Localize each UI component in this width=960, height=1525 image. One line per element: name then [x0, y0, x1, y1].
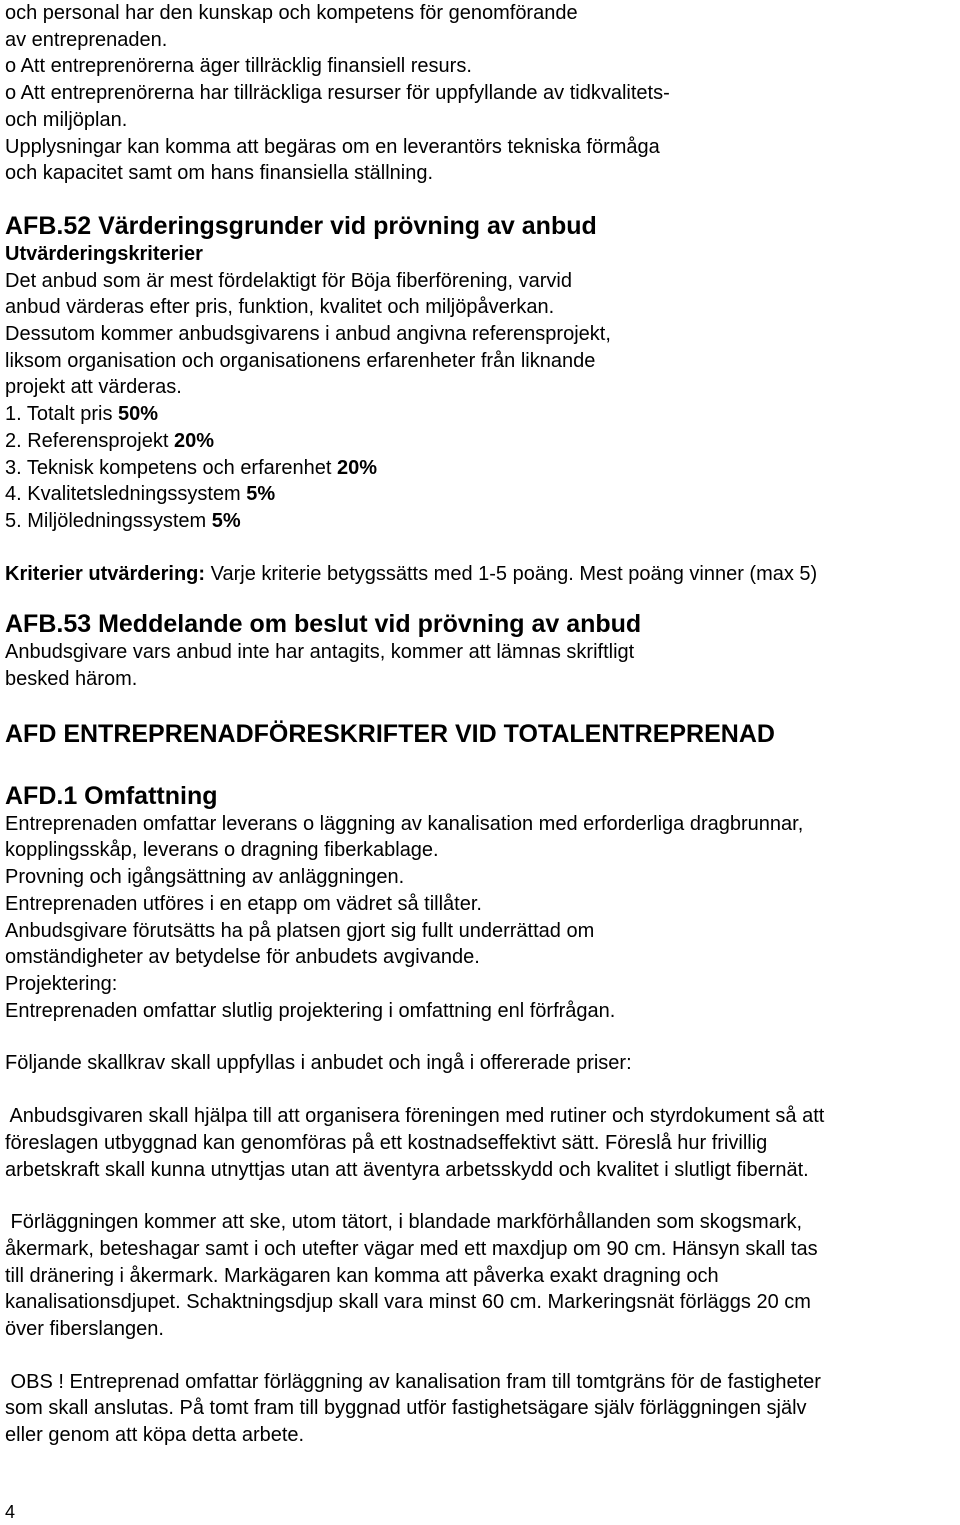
text-line: o Att entreprenörerna äger tillräcklig finansiell resurs. — [5, 55, 472, 78]
text-line: OBS ! Entreprenad omfattar förläggning av kanalisation fram till tomtgräns för de fastigheter — [5, 1370, 821, 1393]
subheading: Utvärderingskriterier — [5, 242, 203, 265]
section-heading: AFB.52 Värderingsgrunder vid prövning av anbud — [5, 211, 597, 240]
evaluation-text: Varje kriterie betygssätts med 1-5 poäng. Mest poäng vinner (max 5) — [205, 562, 818, 585]
criteria-label: 3. Teknisk kompetens och erfarenhet — [5, 456, 338, 479]
evaluation-line — [5, 561, 957, 588]
text-line: som skall anslutas. På tomt fram till byggnad utför fastighetsägare själv förläggningen själv — [5, 1397, 807, 1420]
text-line: och personal har den kunskap och kompetens för genomförande — [5, 2, 578, 24]
criteria-item — [5, 455, 957, 482]
text-line: Förläggningen kommer att ske, utom tätort, i blandade markförhållanden som skogsmark, — [5, 1211, 803, 1234]
text-line: Anbudsgivaren skall hjälpa till att organisera föreningen med rutiner och styrdokument så att — [5, 1105, 825, 1128]
requirements-intro: Följande skallkrav skall uppfyllas i anbudet och ingå i offererade priser: — [5, 1052, 632, 1075]
text-line: eller genom att köpa detta arbete. — [5, 1424, 305, 1447]
criteria-weight: 5% — [246, 483, 276, 506]
requirement-paragraph — [5, 1209, 957, 1343]
section-afb52 — [5, 211, 957, 587]
text-line: projekt att värderas. — [5, 376, 182, 399]
text-line: och kapacitet samt om hans finansiella ställning. — [5, 162, 434, 185]
requirement-paragraph — [5, 1103, 957, 1183]
text-line: Det anbud som är mest fördelaktigt för Böja fiberförening, varvid — [5, 269, 572, 292]
text-line: Anbudsgivare förutsätts ha på platsen gjort sig fullt underrättad om — [5, 919, 595, 942]
text-line: liksom organisation och organisationens erfarenheter från liknande — [5, 349, 596, 372]
note-paragraph — [5, 1369, 957, 1449]
text-line: Dessutom kommer anbudsgivarens i anbud angivna referensprojekt, — [5, 323, 611, 346]
criteria-label: 5. Miljöledningssystem — [5, 509, 212, 532]
text-line: omständigheter av betydelse för anbudets avgivande. — [5, 946, 480, 969]
text-line: anbud värderas efter pris, funktion, kvalitet och miljöpåverkan. — [5, 296, 555, 319]
section-heading: AFD.1 Omfattning — [5, 781, 218, 810]
text-line: Upplysningar kan komma att begäras om en leverantörs tekniska förmåga — [5, 135, 660, 158]
criteria-weight: 20% — [337, 456, 378, 479]
section-heading: AFB.53 Meddelande om beslut vid prövning av anbud — [5, 610, 642, 639]
evaluation-label: Kriterier utvärdering: — [5, 562, 206, 585]
text-line: o Att entreprenörerna har tillräckliga resurser för uppfyllande av tidkvalitets- — [5, 82, 670, 105]
criteria-item — [5, 508, 957, 535]
text-line: kanalisationsdjupet. Schaktningsdjup skall vara minst 60 cm. Markeringsnät förläggs 20 cm — [5, 1291, 811, 1314]
section-afb53 — [5, 609, 957, 692]
criteria-weight: 50% — [118, 403, 159, 426]
text-line: Entreprenaden utföres i en etapp om vädret så tillåter. — [5, 892, 482, 915]
text-line: till dränering i åkermark. Markägaren kan komma att påverka exakt dragning och — [5, 1264, 719, 1287]
document-page — [5, 0, 957, 1449]
criteria-item — [5, 481, 957, 508]
text-line: Projektering: — [5, 972, 118, 995]
criteria-item — [5, 428, 957, 455]
text-line: Provning och igångsättning av anläggningen. — [5, 866, 405, 889]
text-line: besked härom. — [5, 668, 138, 691]
text-line: åkermark, beteshagar samt i och utefter vägar med ett maxdjup om 90 cm. Hänsyn skall tas — [5, 1237, 818, 1260]
criteria-label: 2. Referensprojekt — [5, 429, 174, 452]
text-line: Anbudsgivare vars anbud inte har antagits, kommer att lämnas skriftligt — [5, 641, 635, 664]
text-line: föreslagen utbyggnad kan genomföras på ett kostnadseffektivt sätt. Föreslå hur frivillig — [5, 1131, 768, 1154]
section-afd1 — [5, 781, 957, 1449]
text-line: av entreprenaden. — [5, 28, 168, 51]
text-line: arbetskraft skall kunna utnyttjas utan att äventyra arbetsskydd och kvalitet i slutligt fibernät. — [5, 1158, 809, 1181]
text-line: Entreprenaden omfattar leverans o läggning av kanalisation med erforderliga dragbrunnar, — [5, 812, 804, 835]
text-line: Entreprenaden omfattar slutlig projektering i omfattning enl förfrågan. — [5, 999, 616, 1022]
criteria-label: 4. Kvalitetsledningssystem — [5, 483, 247, 506]
criteria-weight: 20% — [173, 429, 215, 452]
intro-section — [5, 0, 957, 187]
criteria-item — [5, 401, 957, 428]
text-line: över fiberslangen. — [5, 1318, 164, 1341]
text-line: och miljöplan. — [5, 108, 128, 131]
chapter-heading: AFD ENTREPRENADFÖRESKRIFTER VID TOTALENTREPRENAD — [5, 719, 775, 748]
page-number: 4 — [5, 1502, 16, 1522]
text-line: kopplingsskåp, leverans o dragning fiberkablage. — [5, 839, 439, 862]
criteria-weight: 5% — [211, 509, 241, 532]
criteria-label: 1. Totalt pris — [5, 403, 119, 426]
